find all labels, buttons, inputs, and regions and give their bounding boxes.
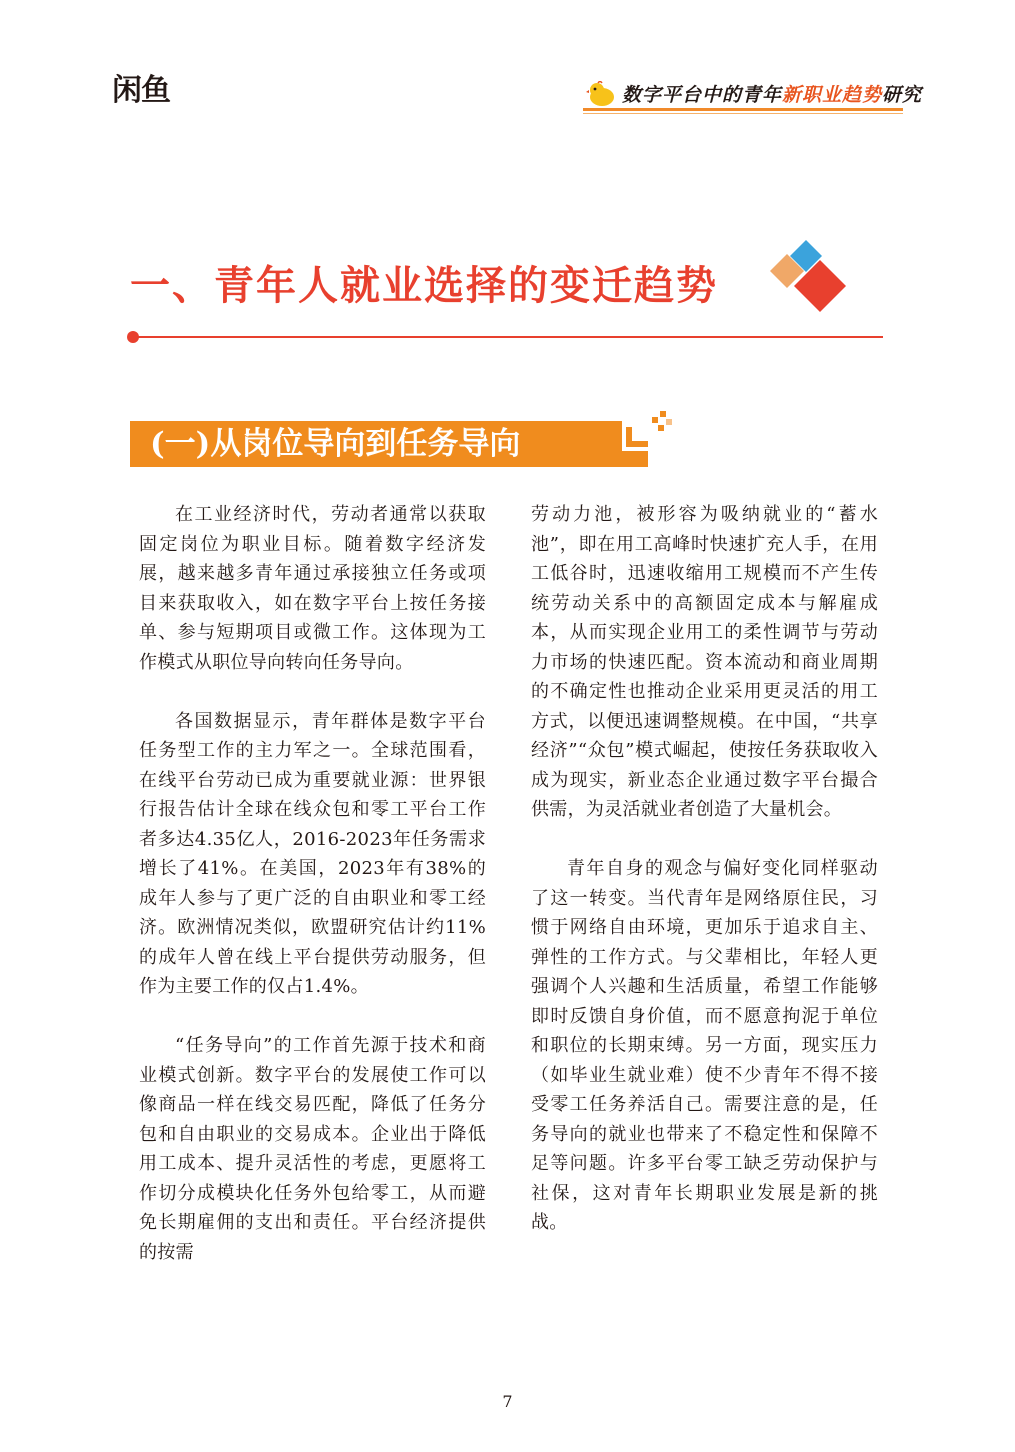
- section-title: (一)从岗位导向到任务导向: [150, 426, 521, 462]
- section-heading-bar: [130, 421, 648, 467]
- page-number: 7: [502, 1392, 513, 1411]
- pixel-corner-decoration-icon: [622, 411, 672, 457]
- header-divider-thin: [583, 113, 903, 114]
- report-title: 数字平台中的青年新职业趋势研究: [621, 84, 922, 106]
- paragraph: 劳动力池，被形容为吸纳就业的“蓄水池”，即在用工高峰时快速扩充人手，在用工低谷时，迅速收缩用工规模而不产生传统劳动关系中的高额固定成本与解雇成本，从而实现企业用工的柔性调节与劳动力市场的快速匹配。资本流动和商业周期的不确定性也推动企业采用更灵活的用工方式，以便迅速调整规模。在中国，“共享经济”“众包”模式崛起，使按任务获取收入成为现实，新业态企业通过数字平台撮合供需，为灵活就业者创造了大量机会。: [531, 504, 878, 820]
- header-divider: [583, 108, 903, 111]
- paragraph: 在工业经济时代，劳动者通常以获取固定岗位为职业目标。随着数字经济发展，越来越多青年通过承接独立任务或项目来获取收入，如在数字平台上按任务接单、参与短期项目或微工作。这体现为工作模式从职位导向转向任务导向。: [139, 504, 486, 673]
- diamond-decoration-icon: [770, 240, 852, 322]
- chapter-title: 一、青年人就业选择的变迁趋势: [130, 263, 718, 309]
- report-header: [586, 80, 922, 107]
- paragraph: “任务导向”的工作首先源于技术和商业模式创新。数字平台的发展使工作可以像商品一样在线交易匹配，降低了任务分包和自由职业的交易成本。企业出于降低用工成本、提升灵活性的考虑，更愿将工作切分成模块化任务外包给零工，从而避免长期雇佣的支出和责任。平台经济提供的按需: [139, 1035, 486, 1263]
- right-text-column: [531, 500, 878, 1238]
- paragraph: 青年自身的观念与偏好变化同样驱动了这一转变。当代青年是网络原住民，习惯于网络自由环境，更加乐于追求自主、弹性的工作方式。与父辈相比，年轻人更强调个人兴趣和生活质量，希望工作能够即时反馈自身价值，而不愿意拘泥于单位和职位的长期束缚。另一方面，现实压力（如毕业生就业难）使不少青年不得不接受零工任务养活自己。需要注意的是，任务导向的就业也带来了不稳定性和保障不足等问题。许多平台零工缺乏劳动保护与社保，这对青年长期职业发展是新的挑战。: [531, 858, 878, 1233]
- left-text-column: [139, 500, 486, 1267]
- chapter-rule: [138, 336, 883, 338]
- chick-icon: [586, 81, 616, 107]
- brand-logo: 闲鱼: [112, 73, 170, 108]
- paragraph: 各国数据显示，青年群体是数字平台任务型工作的主力军之一。全球范围看，在线平台劳动已成为重要就业源：世界银行报告估计全球在线众包和零工平台工作者多达4.35亿人，2016-2023年任务需求增长了41%。在美国，2023年有38%的成年人参与了更广泛的自由职业和零工经济。欧洲情况类似，欧盟研究估计约11%的成年人曾在线上平台提供劳动服务，但作为主要工作的仅占1.4%。: [139, 710, 486, 997]
